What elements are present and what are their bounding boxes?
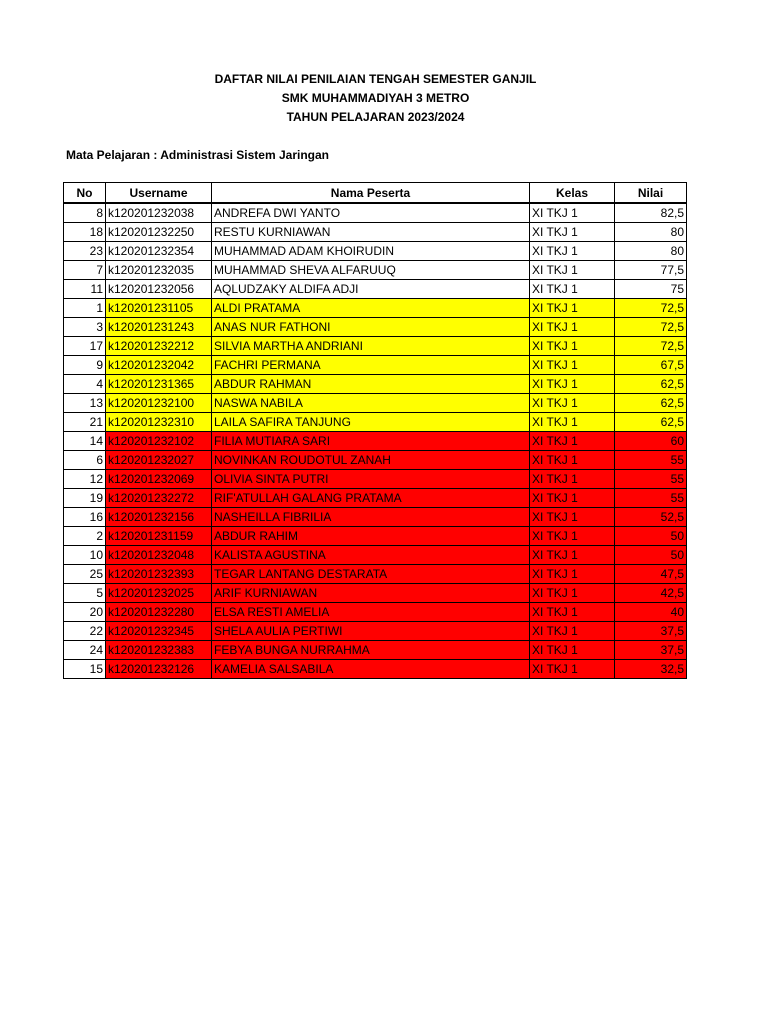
cell-kelas: XI TKJ 1 (530, 223, 615, 242)
cell-kelas: XI TKJ 1 (530, 508, 615, 527)
cell-nama-peserta: ABDUR RAHIM (212, 527, 530, 546)
table-row (64, 508, 687, 527)
cell-username: k120201232025 (106, 584, 212, 603)
cell-nilai: 72,5 (615, 318, 687, 337)
table-row (64, 318, 687, 337)
cell-nama-peserta: FILIA MUTIARA SARI (212, 432, 530, 451)
cell-no: 13 (64, 394, 106, 413)
cell-username: k120201232102 (106, 432, 212, 451)
cell-no: 25 (64, 565, 106, 584)
table-body (64, 203, 687, 679)
cell-no: 22 (64, 622, 106, 641)
cell-username: k120201232126 (106, 660, 212, 679)
cell-nilai: 40 (615, 603, 687, 622)
cell-username: k120201232354 (106, 242, 212, 261)
cell-nama-peserta: NASHEILLA FIBRILIA (212, 508, 530, 527)
cell-nama-peserta: NOVINKAN ROUDOTUL ZANAH (212, 451, 530, 470)
cell-no: 10 (64, 546, 106, 565)
table-row (64, 337, 687, 356)
header-school: SMK MUHAMMADIYAH 3 METRO (281, 91, 470, 105)
table-row (64, 451, 687, 470)
cell-nilai: 80 (615, 223, 687, 242)
cell-username: k120201232042 (106, 356, 212, 375)
cell-kelas: XI TKJ 1 (530, 280, 615, 299)
table-row (64, 375, 687, 394)
table-row (64, 356, 687, 375)
cell-nama-peserta: FEBYA BUNGA NURRAHMA (212, 641, 530, 660)
cell-username: k120201232056 (106, 280, 212, 299)
column-header-kelas: Kelas (530, 183, 615, 204)
cell-no: 20 (64, 603, 106, 622)
cell-no: 15 (64, 660, 106, 679)
cell-username: k120201232383 (106, 641, 212, 660)
cell-username: k120201232156 (106, 508, 212, 527)
cell-kelas: XI TKJ 1 (530, 451, 615, 470)
cell-kelas: XI TKJ 1 (530, 432, 615, 451)
table-row (64, 565, 687, 584)
table-row (64, 432, 687, 451)
cell-kelas: XI TKJ 1 (530, 622, 615, 641)
cell-nilai: 50 (615, 527, 687, 546)
cell-kelas: XI TKJ 1 (530, 489, 615, 508)
cell-nilai: 80 (615, 242, 687, 261)
header-academic-year: TAHUN PELAJARAN 2023/2024 (286, 110, 465, 124)
table-row (64, 584, 687, 603)
cell-nama-peserta: LAILA SAFIRA TANJUNG (212, 413, 530, 432)
document-header (0, 70, 751, 127)
table-row (64, 280, 687, 299)
cell-nama-peserta: ABDUR RAHMAN (212, 375, 530, 394)
table-row (64, 622, 687, 641)
cell-nama-peserta: OLIVIA SINTA PUTRI (212, 470, 530, 489)
cell-username: k120201231105 (106, 299, 212, 318)
cell-nilai: 67,5 (615, 356, 687, 375)
cell-username: k120201232027 (106, 451, 212, 470)
cell-username: k120201232393 (106, 565, 212, 584)
cell-username: k120201231243 (106, 318, 212, 337)
cell-no: 2 (64, 527, 106, 546)
table-row (64, 413, 687, 432)
table-row (64, 203, 687, 223)
cell-username: k120201232048 (106, 546, 212, 565)
cell-nama-peserta: ELSA RESTI AMELIA (212, 603, 530, 622)
cell-kelas: XI TKJ 1 (530, 261, 615, 280)
header-title: DAFTAR NILAI PENILAIAN TENGAH SEMESTER GANJIL (214, 72, 537, 86)
cell-no: 5 (64, 584, 106, 603)
cell-nama-peserta: FACHRI PERMANA (212, 356, 530, 375)
cell-no: 16 (64, 508, 106, 527)
cell-kelas: XI TKJ 1 (530, 603, 615, 622)
cell-username: k120201231365 (106, 375, 212, 394)
column-header-nama-peserta: Nama Peserta (212, 183, 530, 204)
column-header-username: Username (106, 183, 212, 204)
table-row (64, 527, 687, 546)
cell-nilai: 47,5 (615, 565, 687, 584)
cell-nama-peserta: SILVIA MARTHA ANDRIANI (212, 337, 530, 356)
cell-no: 23 (64, 242, 106, 261)
table-header-row (64, 183, 687, 204)
cell-no: 8 (64, 203, 106, 223)
cell-no: 11 (64, 280, 106, 299)
table-row (64, 470, 687, 489)
cell-username: k120201232035 (106, 261, 212, 280)
cell-kelas: XI TKJ 1 (530, 660, 615, 679)
cell-nama-peserta: NASWA NABILA (212, 394, 530, 413)
cell-nilai: 62,5 (615, 375, 687, 394)
cell-nama-peserta: ALDI PRATAMA (212, 299, 530, 318)
table-row (64, 394, 687, 413)
cell-kelas: XI TKJ 1 (530, 337, 615, 356)
cell-no: 9 (64, 356, 106, 375)
cell-no: 12 (64, 470, 106, 489)
cell-kelas: XI TKJ 1 (530, 546, 615, 565)
cell-kelas: XI TKJ 1 (530, 394, 615, 413)
cell-nama-peserta: SHELA AULIA PERTIWI (212, 622, 530, 641)
table-row (64, 660, 687, 679)
cell-username: k120201231159 (106, 527, 212, 546)
table-row (64, 546, 687, 565)
cell-nilai: 75 (615, 280, 687, 299)
table-row (64, 261, 687, 280)
table-row (64, 489, 687, 508)
cell-username: k120201232345 (106, 622, 212, 641)
cell-kelas: XI TKJ 1 (530, 203, 615, 223)
table-row (64, 242, 687, 261)
cell-nama-peserta: RESTU KURNIAWAN (212, 223, 530, 242)
cell-kelas: XI TKJ 1 (530, 470, 615, 489)
cell-kelas: XI TKJ 1 (530, 565, 615, 584)
cell-nilai: 32,5 (615, 660, 687, 679)
cell-kelas: XI TKJ 1 (530, 299, 615, 318)
table-row (64, 223, 687, 242)
table-row (64, 603, 687, 622)
cell-kelas: XI TKJ 1 (530, 242, 615, 261)
cell-no: 14 (64, 432, 106, 451)
cell-nilai: 55 (615, 470, 687, 489)
cell-kelas: XI TKJ 1 (530, 413, 615, 432)
cell-username: k120201232250 (106, 223, 212, 242)
cell-no: 21 (64, 413, 106, 432)
cell-nilai: 37,5 (615, 622, 687, 641)
cell-username: k120201232069 (106, 470, 212, 489)
cell-nama-peserta: KALISTA AGUSTINA (212, 546, 530, 565)
cell-username: k120201232038 (106, 203, 212, 223)
cell-no: 4 (64, 375, 106, 394)
cell-nilai: 50 (615, 546, 687, 565)
cell-nilai: 55 (615, 489, 687, 508)
cell-no: 19 (64, 489, 106, 508)
table-row (64, 641, 687, 660)
cell-kelas: XI TKJ 1 (530, 527, 615, 546)
cell-no: 24 (64, 641, 106, 660)
cell-nilai: 42,5 (615, 584, 687, 603)
cell-nilai: 55 (615, 451, 687, 470)
cell-nilai: 62,5 (615, 413, 687, 432)
cell-username: k120201232280 (106, 603, 212, 622)
cell-kelas: XI TKJ 1 (530, 641, 615, 660)
table-row (64, 299, 687, 318)
cell-username: k120201232272 (106, 489, 212, 508)
cell-nama-peserta: ANAS NUR FATHONI (212, 318, 530, 337)
cell-kelas: XI TKJ 1 (530, 318, 615, 337)
cell-nilai: 37,5 (615, 641, 687, 660)
subject-label: Mata Pelajaran : Administrasi Sistem Jaringan (66, 148, 329, 162)
cell-nama-peserta: MUHAMMAD SHEVA ALFARUUQ (212, 261, 530, 280)
cell-nilai: 62,5 (615, 394, 687, 413)
cell-nilai: 52,5 (615, 508, 687, 527)
cell-kelas: XI TKJ 1 (530, 584, 615, 603)
cell-nilai: 60 (615, 432, 687, 451)
cell-no: 6 (64, 451, 106, 470)
cell-no: 17 (64, 337, 106, 356)
cell-nama-peserta: TEGAR LANTANG DESTARATA (212, 565, 530, 584)
cell-nilai: 82,5 (615, 203, 687, 223)
cell-no: 1 (64, 299, 106, 318)
column-header-no: No (64, 183, 106, 204)
cell-no: 18 (64, 223, 106, 242)
cell-no: 7 (64, 261, 106, 280)
cell-nilai: 72,5 (615, 299, 687, 318)
cell-nilai: 72,5 (615, 337, 687, 356)
cell-nama-peserta: MUHAMMAD ADAM KHOIRUDIN (212, 242, 530, 261)
cell-nama-peserta: ARIF KURNIAWAN (212, 584, 530, 603)
cell-nama-peserta: KAMELIA SALSABILA (212, 660, 530, 679)
cell-nama-peserta: ANDREFA DWI YANTO (212, 203, 530, 223)
grades-table (63, 182, 687, 679)
cell-nama-peserta: AQLUDZAKY ALDIFA ADJI (212, 280, 530, 299)
cell-nilai: 77,5 (615, 261, 687, 280)
cell-username: k120201232310 (106, 413, 212, 432)
cell-kelas: XI TKJ 1 (530, 375, 615, 394)
column-header-nilai: Nilai (615, 183, 687, 204)
cell-kelas: XI TKJ 1 (530, 356, 615, 375)
cell-username: k120201232100 (106, 394, 212, 413)
cell-no: 3 (64, 318, 106, 337)
cell-username: k120201232212 (106, 337, 212, 356)
cell-nama-peserta: RIF'ATULLAH GALANG PRATAMA (212, 489, 530, 508)
